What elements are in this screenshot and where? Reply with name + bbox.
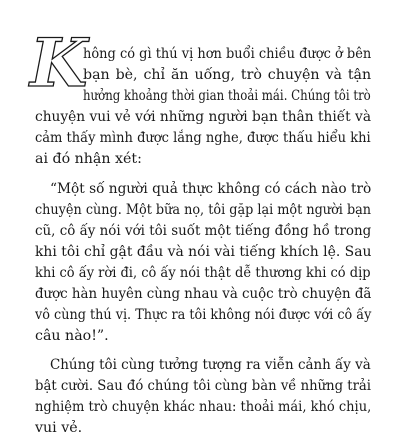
paragraph-3-line-4: vui vẻ. <box>35 420 83 436</box>
paragraph-2-line-7: vô cùng thú vị. Thực ra tôi không nói được với cô ấy <box>35 307 372 323</box>
paragraph-2-line-4: khi tôi chỉ gật đầu và nói vài tiếng khích lệ. Sau <box>35 244 372 260</box>
paragraph-1-line-6: ai đó nhận xét: <box>35 151 142 167</box>
paragraph-1-line-1: hông có gì thú vị hơn buổi chiều được ở bên <box>83 46 372 62</box>
paragraph-2-line-8: câu nào!”. <box>35 328 109 344</box>
paragraph-3-line-1: Chúng tôi cùng tưởng tượng ra viễn cảnh ấy và <box>50 357 371 373</box>
drop-cap <box>28 24 88 102</box>
paragraph-2-line-1: “Một số người quả thực không có cách nào trò <box>50 181 372 197</box>
paragraph-2-line-5: khi cô ấy rời đi, cô ấy nói thật dễ thương khi có dịp <box>35 265 371 281</box>
paragraph-1-line-4: chuyện vui vẻ với những người bạn thân thiết và <box>35 109 372 125</box>
paragraph-2-line-3: cũ, cô ấy nói với tôi suốt một tiếng đồng hồ trong <box>35 223 372 239</box>
paragraph-3-line-2: bật cười. Sau đó chúng tôi cùng bàn về những trải <box>35 378 371 394</box>
paragraph-2-line-6: được hàn huyên cùng nhau và cuộc trò chuyện đã <box>35 286 372 302</box>
paragraph-3-line-3: nghiệm trò chuyện khác nhau: thoải mái, khó chịu, <box>35 399 372 415</box>
paragraph-1-line-5: cảm thấy mình được lắng nghe, được thấu hiểu khi <box>35 130 371 146</box>
drop-cap-letter-k <box>28 24 88 102</box>
paragraph-1-line-3: hưởng khoảng thời gian thoải mái. Chúng tôi trò <box>83 88 371 104</box>
paragraph-2-line-2: chuyện cùng. Một bữa nọ, tôi gặp lại một người bạn <box>35 202 372 218</box>
svg-text:K: K <box>30 24 88 102</box>
paragraph-1-line-2: bạn bè, chỉ ăn uống, trò chuyện và tận <box>83 67 372 83</box>
